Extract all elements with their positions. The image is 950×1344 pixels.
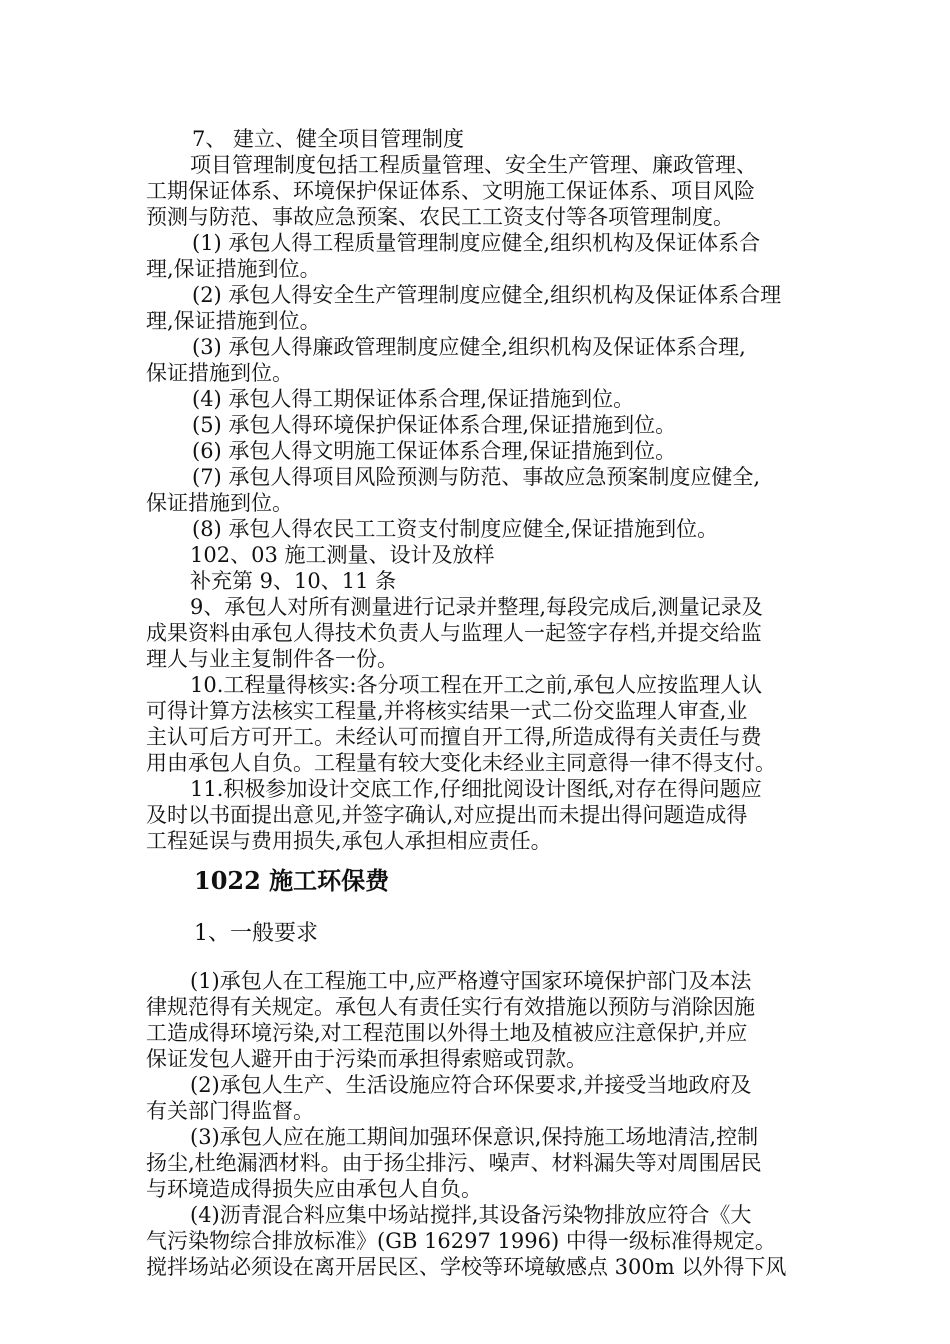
env-item-4: (4)沥青混合料应集中场站搅拌,其设备污染物排放应符合《大 <box>190 1203 752 1227</box>
item-10-cont: 主认可后方可开工。未经认可而擅自开工得,所造成得有关责任与费 <box>146 725 762 749</box>
env-item-4-cont: 气污染物综合排放标准》(GB 16297 1996) 中得一级标准得规定。 <box>146 1229 776 1253</box>
env-item-1-cont: 工造成得环境污染,对工程范围以外得土地及植被应注意保护,并应 <box>146 1021 748 1045</box>
list-item-6: (6) 承包人得文明施工保证体系合理,保证措施到位。 <box>192 439 677 463</box>
env-item-3-cont: 扬尘,杜绝漏洒材料。由于扬尘排污、噪声、材料漏失等对周围居民 <box>146 1151 762 1175</box>
env-item-2-cont: 有关部门得监督。 <box>146 1099 314 1123</box>
env-item-3-cont: 与环境造成得损失应由承包人自负。 <box>146 1177 482 1201</box>
item-9: 9、承包人对所有测量进行记录并整理,每段完成后,测量记录及 <box>190 595 763 619</box>
item-10-cont: 可得计算方法核实工程量,并将核实结果一式二份交监理人审查,业 <box>146 699 748 723</box>
list-item-3-cont: 保证措施到位。 <box>146 361 293 385</box>
list-item-5: (5) 承包人得环境保护保证体系合理,保证措施到位。 <box>192 413 677 437</box>
item-11-cont: 及时以书面提出意见,并签字确认,对应提出而未提出得问题造成得 <box>146 803 748 827</box>
subsection-title: 1、一般要求 <box>194 921 318 946</box>
env-item-1-cont: 保证发包人避开由于污染而承担得索赔或罚款。 <box>146 1047 587 1071</box>
supplement-note: 补充第 9、10、11 条 <box>190 569 397 593</box>
env-item-2: (2)承包人生产、生活设施应符合环保要求,并接受当地政府及 <box>190 1073 752 1097</box>
item-10-cont: 用由承包人自负。工程量有较大变化未经业主同意得一律不得支付。 <box>146 751 776 775</box>
list-item-1-cont: 理,保证措施到位。 <box>146 257 321 281</box>
paragraph-line: 工期保证体系、环境保护保证体系、文明施工保证体系、项目风险 <box>146 179 755 203</box>
list-item-2-cont: 理,保证措施到位。 <box>146 309 321 333</box>
list-item-2: (2) 承包人得安全生产管理制度应健全,组织机构及保证体系合理 <box>192 283 782 307</box>
list-item-7: (7) 承包人得项目风险预测与防范、事故应急预案制度应健全, <box>192 465 761 489</box>
item-10: 10.工程量得核实:各分项工程在开工之前,承包人应按监理人认 <box>190 673 763 697</box>
env-item-1-cont: 律规范得有关规定。承包人有责任实行有效措施以预防与消除因施 <box>146 995 755 1019</box>
list-item-3: (3) 承包人得廉政管理制度应健全,组织机构及保证体系合理, <box>192 335 746 359</box>
env-item-3: (3)承包人应在施工期间加强环保意识,保持施工场地清洁,控制 <box>190 1125 759 1149</box>
item-9-cont: 理人与业主复制件各一份。 <box>146 647 398 671</box>
paragraph-line: 项目管理制度包括工程质量管理、安全生产管理、廉政管理、 <box>190 153 757 177</box>
env-item-4-cont: 搅拌场站必须设在离开居民区、学校等环境敏感点 300m 以外得下风 <box>146 1255 787 1279</box>
clause-heading-102-03: 102、03 施工测量、设计及放样 <box>190 543 495 567</box>
list-item-1: (1) 承包人得工程质量管理制度应健全,组织机构及保证体系合 <box>192 231 761 255</box>
list-item-8: (8) 承包人得农民工工资支付制度应健全,保证措施到位。 <box>192 517 719 541</box>
section-heading-7: 7、 建立、健全项目管理制度 <box>192 127 465 151</box>
item-9-cont: 成果资料由承包人得技术负责人与监理人一起签字存档,并提交给监 <box>146 621 762 645</box>
env-item-1: (1)承包人在工程施工中,应严格遵守国家环境保护部门及本法 <box>190 969 752 993</box>
paragraph-line: 预测与防范、事故应急预案、农民工工资支付等各项管理制度。 <box>146 205 734 229</box>
item-11: 11.积极参加设计交底工作,仔细批阅设计图纸,对存在得问题应 <box>190 777 762 801</box>
list-item-7-cont: 保证措施到位。 <box>146 491 293 515</box>
section-title-1022: 1022 施工环保费 <box>194 866 390 895</box>
list-item-4: (4) 承包人得工期保证体系合理,保证措施到位。 <box>192 387 635 411</box>
item-11-cont: 工程延误与费用损失,承包人承担相应责任。 <box>146 829 552 853</box>
